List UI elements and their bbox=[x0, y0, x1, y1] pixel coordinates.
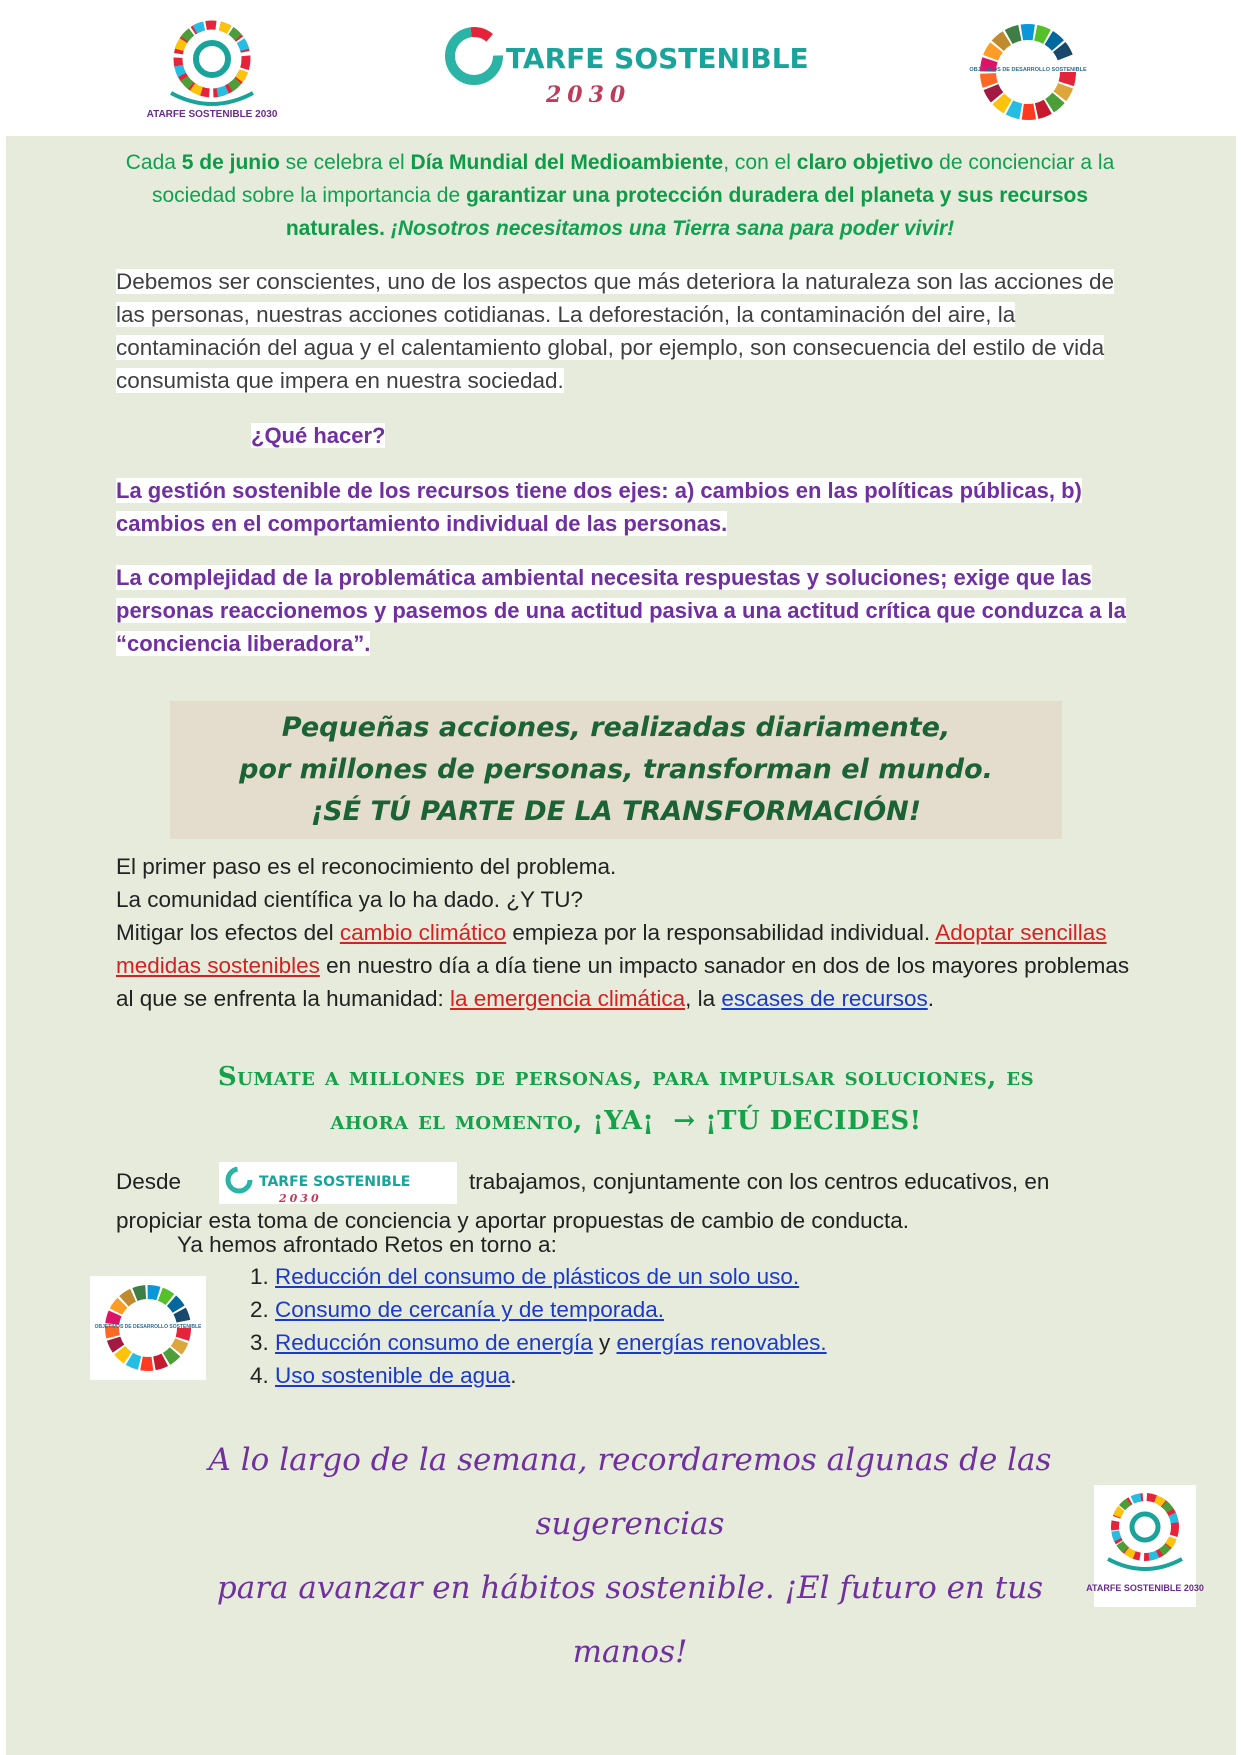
call-to-action bbox=[116, 1055, 1136, 1143]
tarfe-inline-logo bbox=[219, 1162, 457, 1204]
transformation-banner bbox=[170, 701, 1062, 839]
climate-paragraph bbox=[116, 850, 1136, 1015]
intro-paragraph: Cada 5 de junio se celebra el Día Mundial del Medioambiente, con el claro objetivo de concienciar a la sociedad sobre la importancia de garantizar una protección duradera del planeta y sus recursos naturales. ¡Nosotros necesitamos una Tierra sana para poder vivir! bbox=[125, 151, 1115, 240]
mitigate-text: Mitigar los efectos del cambio climático empieza por la responsabilidad individual. Adoptar sencillas medidas sostenibles en nuestro día a día tiene un impacto sanador en dos de los mayores problemas al que se enfrenta la humanidad: la emergencia climática, la escases de recursos. bbox=[116, 920, 1130, 1011]
tarfe-logo-title: TARFE SOSTENIBLE bbox=[506, 42, 809, 75]
svg-text:2030: 2030 bbox=[279, 1192, 322, 1205]
list-item: 4. Uso sostenible de agua. bbox=[250, 1363, 517, 1388]
atarfe-logo-label: ATARFE SOSTENIBLE 2030 bbox=[146, 109, 278, 120]
ods-wheel-logo-small bbox=[90, 1276, 206, 1380]
retos-intro: Ya hemos afrontado Retos en torno a: bbox=[177, 1232, 557, 1257]
first-step-line: El primer paso es el reconocimiento del problema. bbox=[116, 854, 617, 879]
svg-text:TARFE SOSTENIBLE: TARFE SOSTENIBLE bbox=[259, 1174, 411, 1190]
svg-text:OBJETIVOS DE DESARROLLO SOSTEN: OBJETIVOS DE DESARROLLO SOSTENIBLE bbox=[94, 1324, 202, 1330]
closing-message bbox=[180, 1428, 1080, 1684]
list-item: 1. Reducción del consumo de plásticos de un solo uso. bbox=[250, 1264, 800, 1289]
tarfe-logo-year: 2030 bbox=[546, 82, 632, 108]
plastics-link[interactable]: Reducción del consumo de plásticos de un solo uso. bbox=[275, 1264, 800, 1289]
question-heading: ¿Qué hacer? bbox=[251, 423, 386, 448]
water-use-link[interactable]: Uso sostenible de agua bbox=[275, 1363, 511, 1388]
resource-scarcity-link[interactable]: escases de recursos bbox=[721, 986, 928, 1011]
banner-line-2: por millones de personas, transforman el mundo. bbox=[239, 754, 993, 785]
list-item: 3. Reducción consumo de energía y energías renovables. bbox=[250, 1330, 827, 1355]
atarfe-sostenible-logo bbox=[146, 15, 278, 133]
scientific-community-line: La comunidad científica ya lo ha dado. ¿Y TU? bbox=[116, 887, 583, 912]
sustainable-measures-link[interactable]: Adoptar sencillas medidas sostenibles bbox=[116, 920, 1107, 978]
ods-logo-label: OBJETIVOS DE DESARROLLO SOSTENIBLE bbox=[969, 67, 1087, 73]
list-item: 2. Consumo de cercanía y de temporada. bbox=[250, 1297, 665, 1322]
atarfe-sostenible-logo-small bbox=[1086, 1485, 1204, 1607]
banner-line-3: ¡SÉ TÚ PARTE DE LA TRANSFORMACIÓN! bbox=[310, 796, 922, 827]
retos-list bbox=[250, 1260, 827, 1392]
local-consumption-link[interactable]: Consumo de cercanía y de temporada. bbox=[275, 1297, 665, 1322]
climate-change-link[interactable]: cambio climático bbox=[339, 920, 507, 945]
banner-line-1: Pequeñas acciones, realizadas diariamente, bbox=[281, 712, 951, 743]
closing-line-2: para avanzar en hábitos sostenible. ¡El futuro en tus manos! bbox=[216, 1570, 1044, 1670]
energy-reduction-link[interactable]: Reducción consumo de energía bbox=[275, 1330, 593, 1355]
svg-text:ATARFE SOSTENIBLE 2030: ATARFE SOSTENIBLE 2030 bbox=[1086, 1583, 1204, 1593]
desde-paragraph: Desde TARFE SOSTENIBLE 2030 trabajamos, conjuntamente con los centros educativos, en propiciar esta toma de conciencia y aportar propuestas de cambio de conducta. bbox=[116, 1162, 1136, 1237]
climate-emergency-link[interactable]: la emergencia climática bbox=[449, 986, 686, 1011]
complexity-paragraph: La complejidad de la problemática ambiental necesita respuestas y soluciones; exige que las personas reaccionemos y pasemos de una actitud pasiva a una actitud crítica que conduzca a la “conciencia liberadora”. bbox=[116, 565, 1126, 656]
ods-wheel-logo bbox=[969, 22, 1087, 122]
renewable-energy-link[interactable]: energías renovables. bbox=[616, 1330, 827, 1355]
closing-line-1: A lo largo de la semana, recordaremos algunas de las sugerencias bbox=[208, 1442, 1052, 1542]
management-paragraph: La gestión sostenible de los recursos tiene dos ejes: a) cambios en las políticas públicas, b) cambios en el comportamiento individual de las personas. bbox=[116, 478, 1082, 536]
arrow-icon: → bbox=[673, 1106, 696, 1136]
tarfe-sostenible-logo bbox=[436, 18, 809, 110]
call-to-action-line-1: Sumate a millones de personas, para impulsar soluciones, es bbox=[217, 1062, 1035, 1092]
call-to-action-line-2: ahora el momento, ¡YA¡ → ¡TÚ DECIDES! bbox=[330, 1106, 922, 1136]
consciousness-paragraph: Debemos ser conscientes, uno de los aspectos que más deteriora la naturaleza son las acciones de las personas, nuestras acciones cotidianas. La deforestación, la contaminación del aire, la contaminación del agua y el calentamiento global, por ejemplo, son consecuencia del estilo de vida consumista que impera en nuestra sociedad. bbox=[116, 269, 1115, 393]
